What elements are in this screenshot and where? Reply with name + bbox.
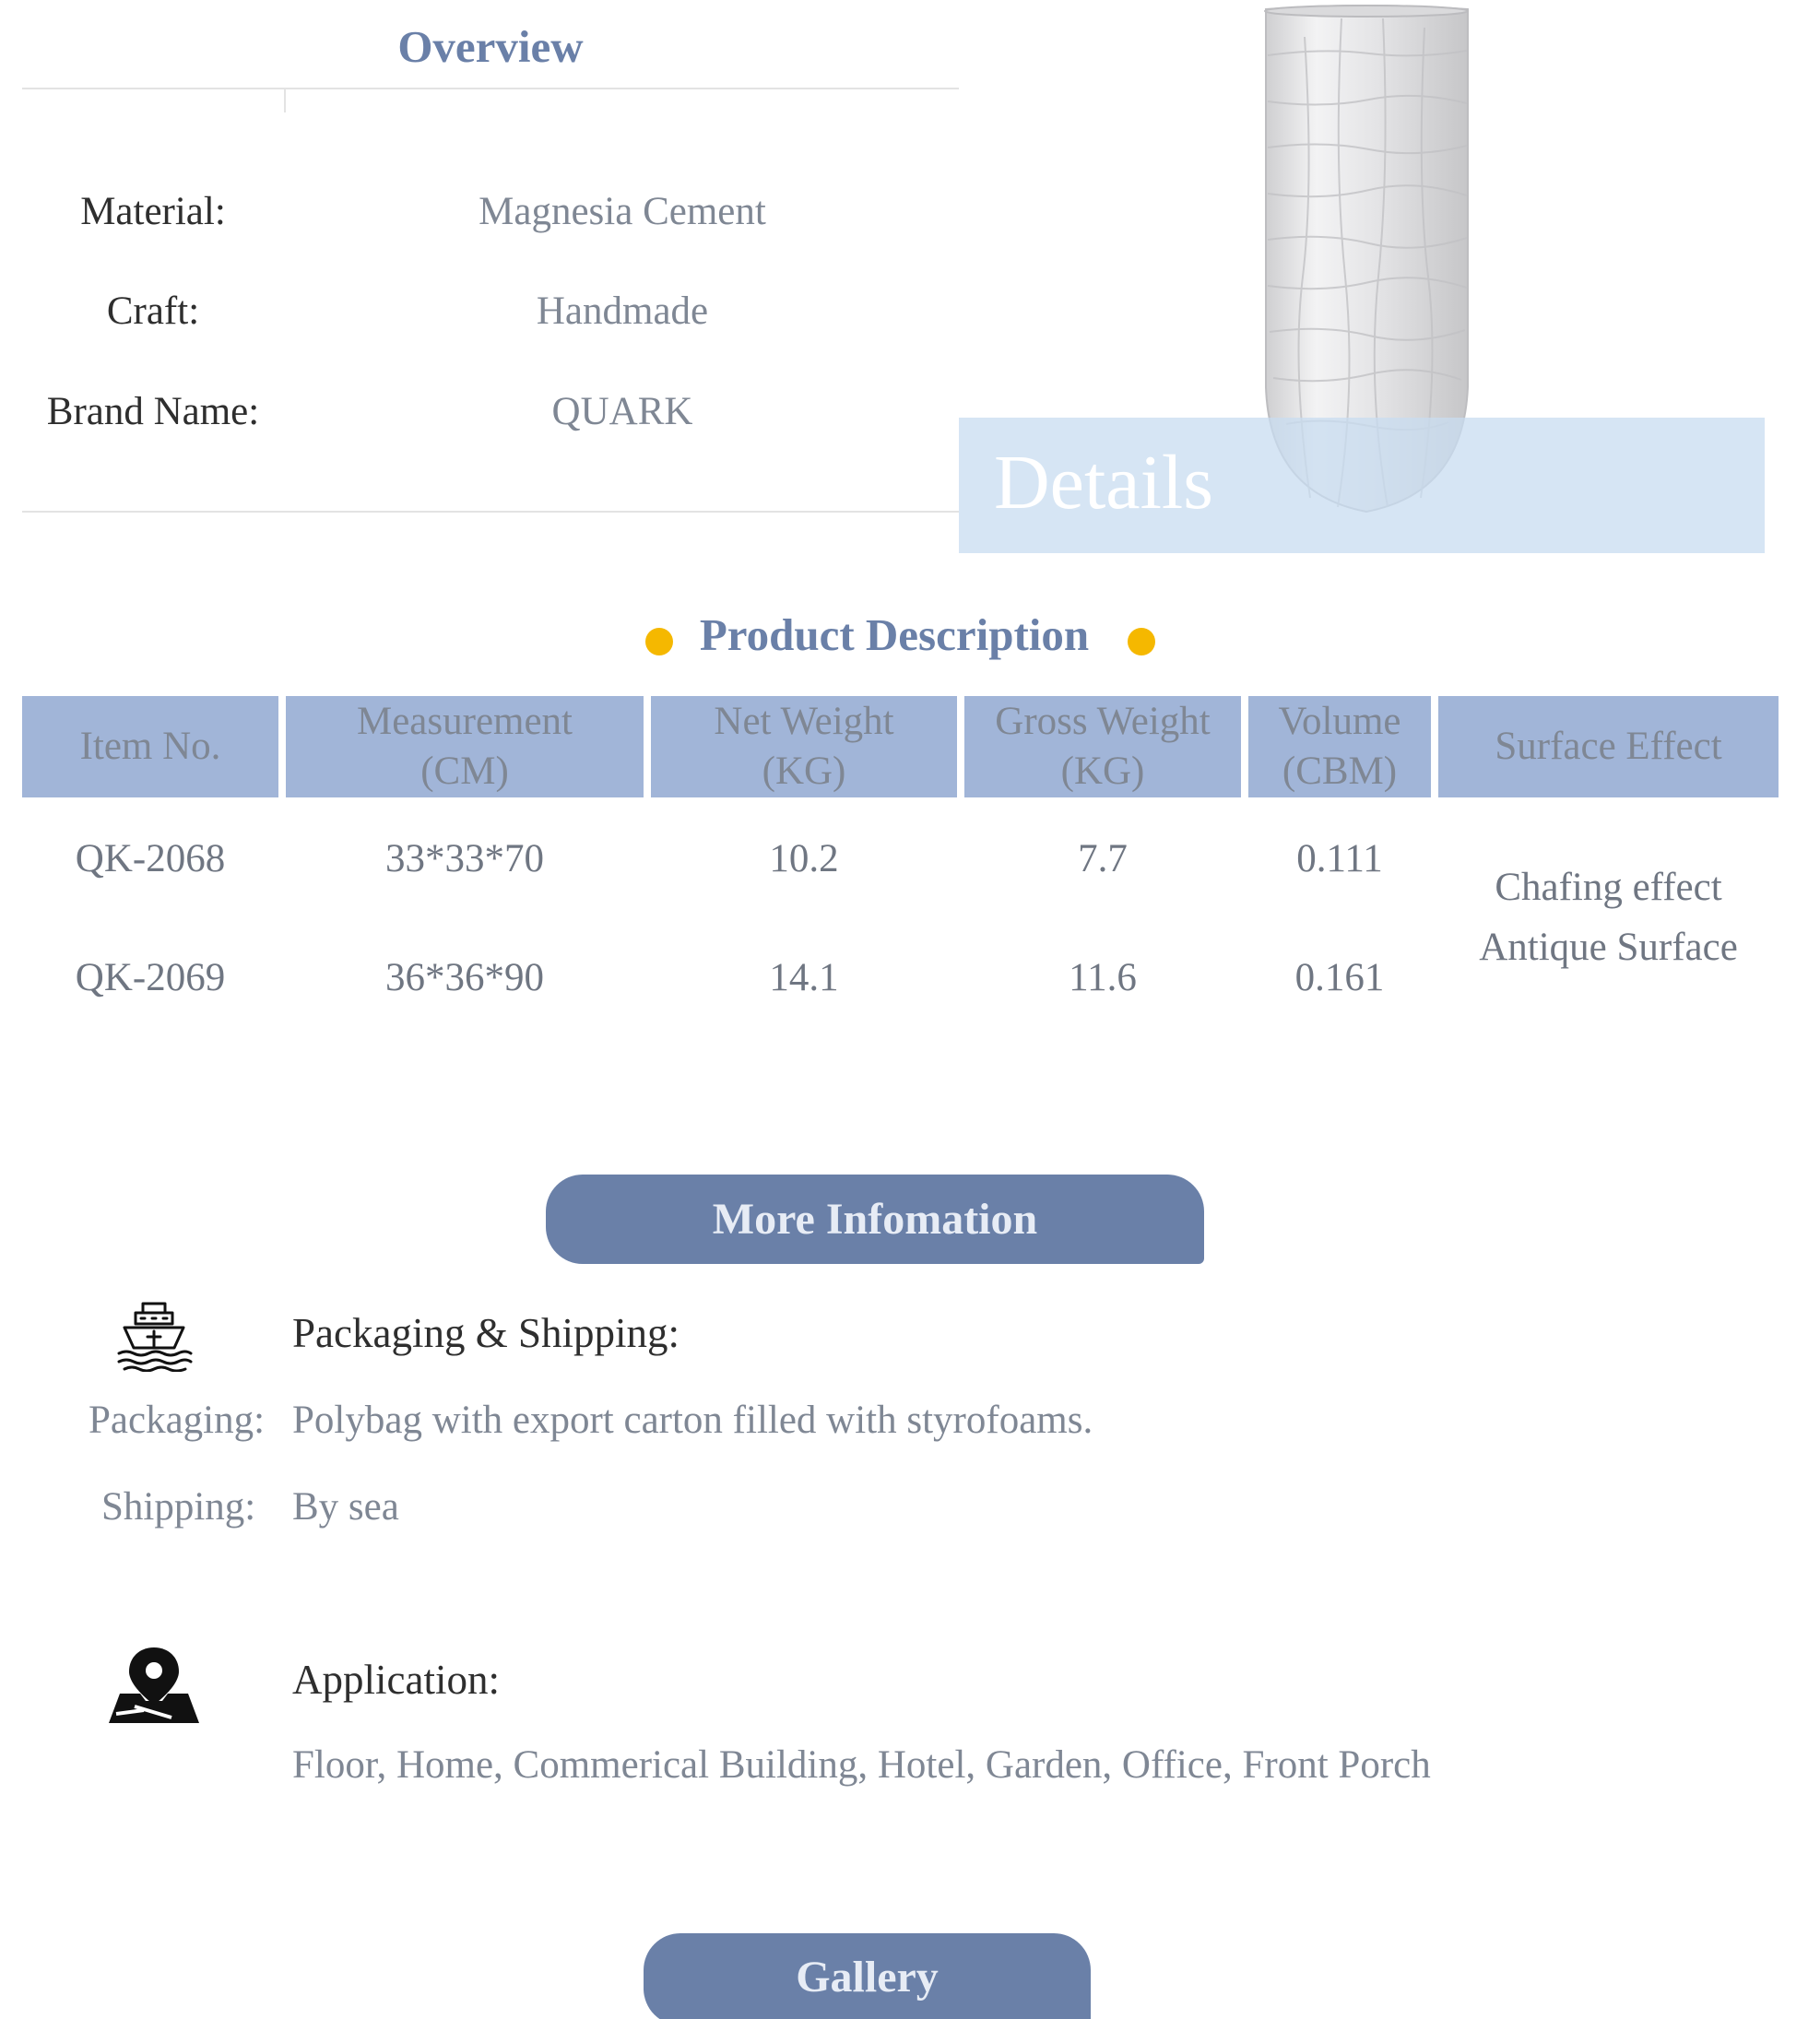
overview-divider-tick xyxy=(284,89,286,112)
table-header-measurement: Measurement (CM) xyxy=(286,696,644,797)
title-dot-right xyxy=(1128,628,1155,655)
brand-name-value: QUARK xyxy=(551,390,693,433)
product-description-title: Product Description xyxy=(699,609,1090,660)
craft-value: Handmade xyxy=(536,289,709,333)
brand-name-label: Brand Name: xyxy=(46,390,260,433)
more-information-button[interactable]: More Infomation xyxy=(546,1175,1204,1264)
material-value: Magnesia Cement xyxy=(479,190,766,233)
table-cell-measurement: 36*36*90 xyxy=(385,956,544,999)
table-cell-net-weight: 10.2 xyxy=(769,837,839,880)
table-cell-item-no: QK-2069 xyxy=(75,956,226,999)
ship-icon xyxy=(115,1300,194,1372)
details-banner-title: Details xyxy=(994,440,1213,525)
packaging-value: Polybag with export carton filled with styrofoams. xyxy=(292,1399,1093,1442)
table-cell-surface-effect-line-1: Chafing effect xyxy=(1495,866,1722,909)
table-header-gross-weight: Gross Weight (KG) xyxy=(964,696,1241,797)
table-cell-gross-weight: 7.7 xyxy=(1078,837,1128,880)
table-cell-volume: 0.111 xyxy=(1296,837,1383,880)
overview-divider-top xyxy=(22,88,959,89)
packaging-shipping-heading: Packaging & Shipping: xyxy=(292,1310,680,1356)
table-cell-volume: 0.161 xyxy=(1294,956,1385,999)
table-cell-surface-effect-line-2: Antique Surface xyxy=(1479,926,1738,969)
packaging-label: Packaging: xyxy=(89,1399,266,1442)
overview-title: Overview xyxy=(397,21,584,72)
application-heading: Application: xyxy=(292,1657,500,1703)
overview-divider-bottom xyxy=(22,511,959,513)
table-header-net-weight: Net Weight (KG) xyxy=(651,696,957,797)
map-pin-icon xyxy=(107,1646,201,1723)
craft-label: Craft: xyxy=(106,289,200,333)
shipping-value: By sea xyxy=(292,1485,399,1529)
table-cell-item-no: QK-2068 xyxy=(75,837,226,880)
table-header-volume: Volume (CBM) xyxy=(1248,696,1431,797)
shipping-label: Shipping: xyxy=(101,1485,256,1529)
table-header-surface-effect: Surface Effect xyxy=(1438,696,1779,797)
gallery-button[interactable]: Gallery xyxy=(644,1933,1091,2019)
table-cell-gross-weight: 11.6 xyxy=(1069,956,1137,999)
table-cell-net-weight: 14.1 xyxy=(769,956,839,999)
material-label: Material: xyxy=(80,190,226,233)
table-header-item-no: Item No. xyxy=(22,696,278,797)
table-cell-measurement: 33*33*70 xyxy=(385,837,544,880)
application-value: Floor, Home, Commerical Building, Hotel, Garden, Office, Front Porch xyxy=(292,1743,1431,1787)
